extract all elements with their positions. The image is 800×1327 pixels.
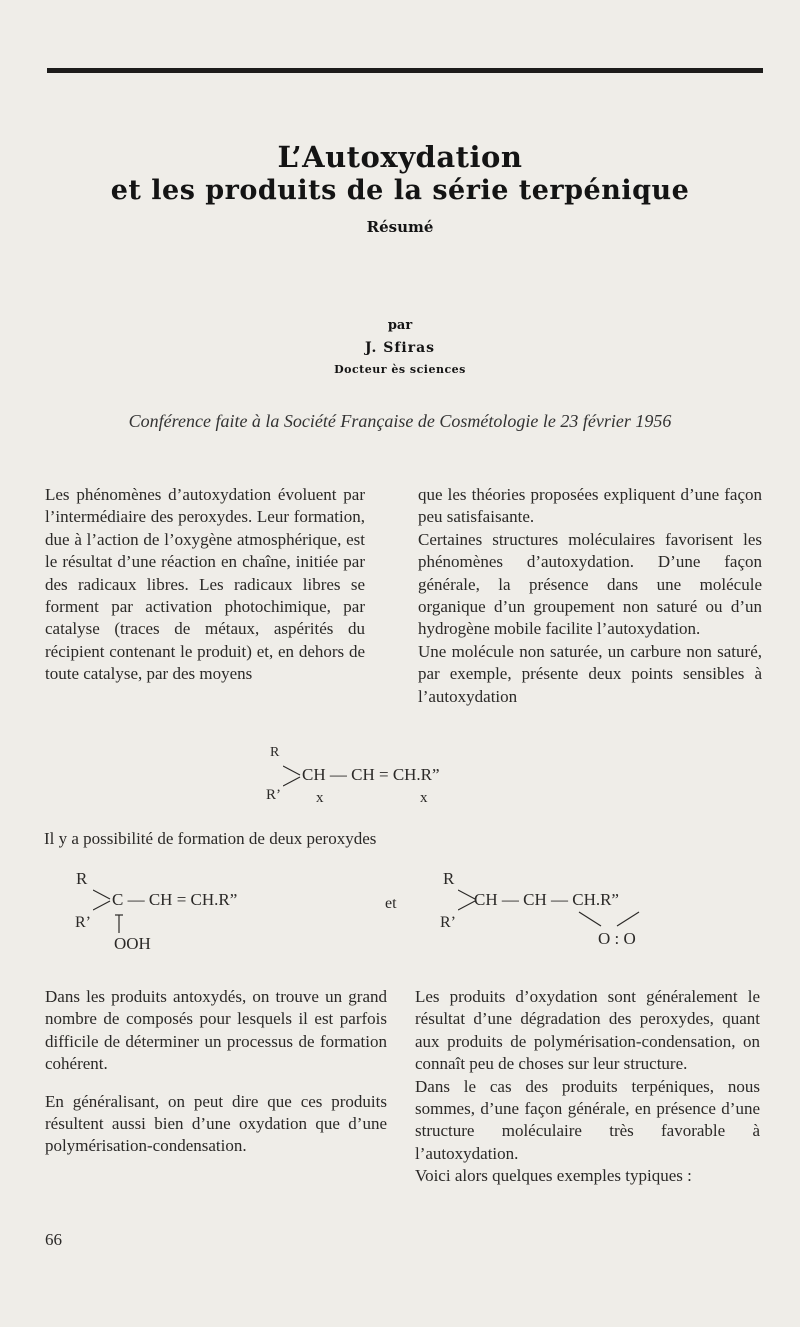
paragraph: Dans le cas des produits terpéniques, nous sommes, d’une façon générale, en présence d’une structure moléculaire très favorable à l’autoxydation.: [415, 1076, 760, 1163]
left-column-top: [45, 484, 365, 686]
bond-lines: [93, 888, 113, 914]
formula-chain: CH — CH = CH.R”: [302, 765, 440, 784]
conference-note: Conférence faite à la Société Française de Cosmétologie le 23 février 1956: [128, 411, 672, 431]
author-name: J. Sfiras: [364, 340, 436, 356]
formula-chain: C — CH = CH.R”: [112, 890, 238, 909]
paragraph: Les phénomènes d’autoxydation évoluent par l’intermédiaire des peroxydes. Leur formation, due à l’action de l’oxygène atmosphérique, est le résultat d’une réaction en chaîne, initiée par des radicaux libres. Les radicaux libres se forment par activation photochimique, par catalyse (traces de métaux, aspérités du récipient contenant le produit) et, en dehors de toute catalyse, par des moyens: [45, 485, 365, 684]
peroxide-intro: Il y a possibilité de formation de deux peroxydes: [44, 829, 377, 848]
paragraph: que les théories proposées expliquent d’une façon peu satisfaisante.: [418, 485, 762, 527]
paragraph: En généralisant, on peut dire que ces produits résultent aussi bien d’une oxydation que d’une polymérisation-condensation.: [45, 1091, 387, 1156]
formula-x-marker: x: [316, 790, 324, 806]
paragraph: Dans les produits antoxydés, on trouve un grand nombre de composés pour lesquels il est parfois difficile de déterminer un processus de formation cohérent.: [45, 987, 387, 1074]
formula-ooh: OOH: [114, 934, 151, 953]
formula-r-top: R: [270, 745, 280, 760]
right-column-bottom: [415, 986, 760, 1188]
formula-r-prime: R’: [75, 914, 91, 931]
resume-heading: Résumé: [366, 218, 434, 236]
peroxide-bond: [113, 911, 125, 935]
left-column-bottom: [45, 986, 387, 1158]
byline-par: par: [387, 318, 413, 333]
formula-chain: CH — CH — CH.R”: [474, 890, 619, 909]
title-line-2: et les produits de la série terpénique: [110, 175, 690, 206]
paragraph: Les produits d’oxydation sont généralement le résultat d’une dégradation des peroxydes, quant aux produits de polymérisation-condensation, on connaît peu de choses sur leur structure.: [415, 987, 760, 1074]
page-number: 66: [45, 1230, 62, 1249]
formula-r-prime: R’: [440, 914, 456, 931]
paragraph: Voici alors quelques exemples typiques :: [415, 1166, 692, 1186]
paragraph: Une molécule non saturée, un carbure non saturé, par exemple, présente deux points sensibles à l’autoxydation: [418, 641, 762, 706]
right-column-top: [418, 484, 762, 708]
bond-lines: [283, 764, 303, 790]
formula-o-o: O : O: [598, 929, 636, 948]
formula-r: R: [443, 869, 455, 888]
conjunction-et: et: [385, 895, 397, 912]
paragraph: Certaines structures moléculaires favorisent les phénomènes d’autoxydation. D’une façon générale, la présence dans une molécule organique d’un groupement non saturé ou d’un hydrogène mobile facilite l’autoxydation.: [418, 529, 762, 639]
author-degree: Docteur ès sciences: [334, 363, 466, 376]
formula-x-marker: x: [420, 790, 428, 806]
formula-r-bottom: R’: [266, 787, 281, 803]
title-line-1: L’Autoxydation: [277, 140, 523, 174]
top-rule: [47, 68, 763, 73]
formula-r: R: [76, 869, 88, 888]
